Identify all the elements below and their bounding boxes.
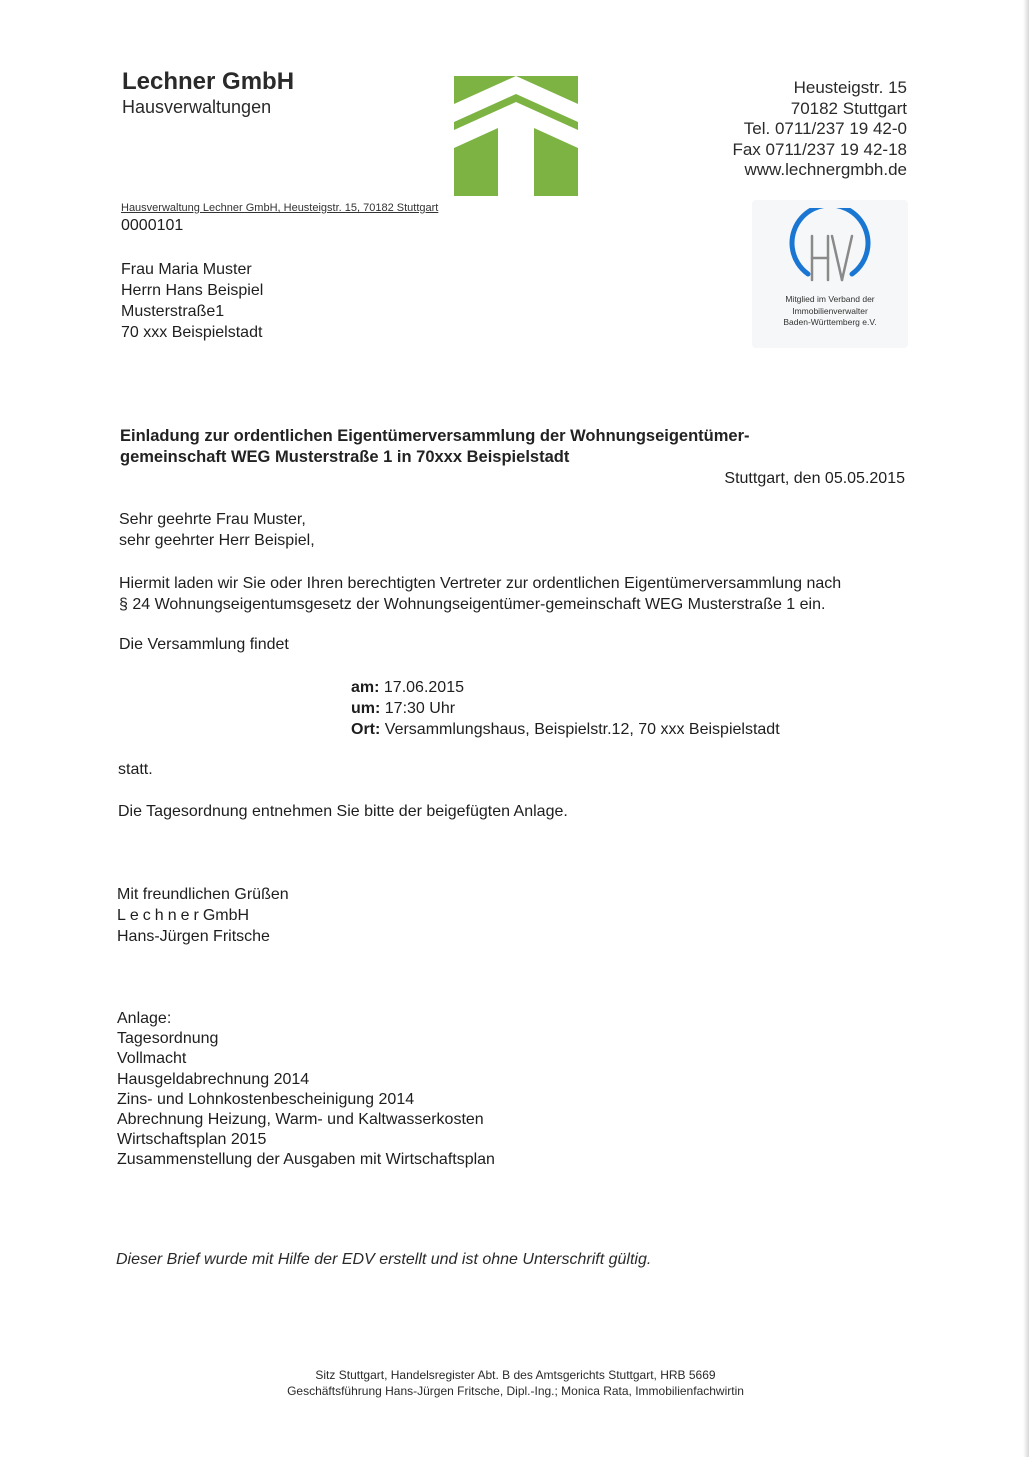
meeting-time-label: um:: [351, 700, 381, 717]
invitation-paragraph: [119, 573, 841, 615]
phone-number: Tel. 0711/237 19 42-0: [743, 119, 907, 138]
meeting-time-row: [351, 698, 780, 719]
footer-line: Geschäftsführung Hans-Jürgen Fritsche, Dipl.-Ing.; Monica Rata, Immobilienfachwirtin: [287, 1384, 744, 1398]
scan-edge: [1023, 0, 1029, 1457]
member-badge-line: Baden-Württemberg e.V.: [783, 317, 877, 327]
company-subtitle: Hausverwaltungen: [122, 97, 272, 117]
closing-company-spaced: Lechner: [117, 907, 203, 924]
fax-number: Fax 0711/237 19 42-18: [732, 139, 907, 159]
sender-return-line: Hausverwaltung Lechner GmbH, Heusteigstr. 15, 70182 Stuttgart: [121, 202, 439, 214]
subject-line: gemeinschaft WEG Musterstraße 1 in 70xxx Beispielstadt: [120, 448, 570, 466]
salutation-line: Sehr geehrte Frau Muster,: [119, 511, 306, 528]
paragraph-line: Hiermit laden wir Sie oder Ihren berechtigten Vertreter zur ordentlichen Eigentümerversammlung nach: [119, 575, 842, 592]
reference-number: 0000101: [121, 217, 184, 234]
member-badge-line: Immobilienverwalter: [792, 305, 868, 316]
recipient-line: Frau Maria Muster: [121, 261, 252, 278]
footer-line: Sitz Stuttgart, Handelsregister Abt. B des Amtsgerichts Stuttgart, HRB 5669: [315, 1368, 716, 1382]
company-logo: [454, 76, 578, 196]
paragraph-line: § 24 Wohnungseigentumsgesetz der Wohnungseigentümer-gemeinschaft WEG Musterstraße 1 ein.: [119, 596, 826, 613]
meeting-date-row: [351, 677, 780, 698]
meeting-date-label: am:: [351, 679, 380, 696]
member-badge-text: [752, 294, 908, 329]
attachment-item: Zusammenstellung der Ausgaben mit Wirtschaftsplan: [117, 1151, 495, 1169]
attachment-item: Abrechnung Heizung, Warm- und Kaltwasserkosten: [117, 1111, 484, 1129]
meeting-place-value: Versammlungshaus, Beispielstr.12, 70 xxx Beispielstadt: [384, 721, 780, 738]
meeting-intro: Die Versammlung findet: [119, 636, 289, 653]
meeting-place-row: [351, 719, 780, 740]
meeting-details: [351, 677, 780, 740]
contact-block: [732, 78, 907, 181]
closing-signer: Hans-Jürgen Fritsche: [117, 928, 270, 945]
attachment-item: Tagesordnung: [117, 1030, 219, 1048]
house-logo-icon: [454, 76, 578, 196]
closing-greeting: Mit freundlichen Grüßen: [117, 886, 289, 903]
member-badge-line: Mitglied im Verband der: [785, 294, 875, 304]
recipient-line: Musterstraße1: [121, 303, 225, 320]
attachment-item: Wirtschaftsplan 2015: [117, 1131, 267, 1149]
subject-line: Einladung zur ordentlichen Eigentümerversammlung der Wohnungseigentümer-: [120, 427, 750, 445]
closing-company: [117, 905, 289, 926]
member-badge: [752, 200, 908, 348]
meeting-place-label: Ort:: [351, 721, 381, 738]
attachment-item: Hausgeldabrechnung 2014: [117, 1070, 310, 1088]
salutation-line: sehr geehrter Herr Beispiel,: [119, 532, 315, 549]
attachment-item: Vollmacht: [117, 1050, 187, 1068]
recipient-address: [121, 259, 263, 343]
recipient-line: 70 xxx Beispielstadt: [121, 324, 263, 341]
website: www.lechnergmbh.de: [744, 160, 907, 179]
closing-block: [117, 884, 289, 947]
statt-text: statt.: [118, 761, 153, 778]
attachments-heading: Anlage:: [117, 1010, 172, 1027]
edv-note: Dieser Brief wurde mit Hilfe der EDV erstellt und ist ohne Unterschrift gültig.: [116, 1251, 652, 1268]
hv-logo-icon: [782, 208, 878, 294]
company-name: Lechner GmbH: [122, 68, 295, 95]
meeting-time-value: 17:30 Uhr: [384, 700, 456, 717]
address-street: Heusteigstr. 15: [793, 78, 907, 97]
letter-footer: [0, 1367, 1031, 1399]
address-city: 70182 Stuttgart: [790, 98, 907, 118]
letter-subject: [120, 426, 750, 468]
salutation: [119, 509, 315, 551]
closing-company-suffix: GmbH: [202, 907, 250, 924]
agenda-note: Die Tagesordnung entnehmen Sie bitte der beigefügten Anlage.: [118, 803, 568, 820]
meeting-date-value: 17.06.2015: [383, 679, 464, 696]
letter-date: Stuttgart, den 05.05.2015: [724, 470, 905, 487]
recipient-line: Herrn Hans Beispiel: [121, 282, 264, 299]
attachment-item: Zins- und Lohnkostenbescheinigung 2014: [117, 1090, 415, 1108]
attachments-list: [117, 1009, 495, 1171]
